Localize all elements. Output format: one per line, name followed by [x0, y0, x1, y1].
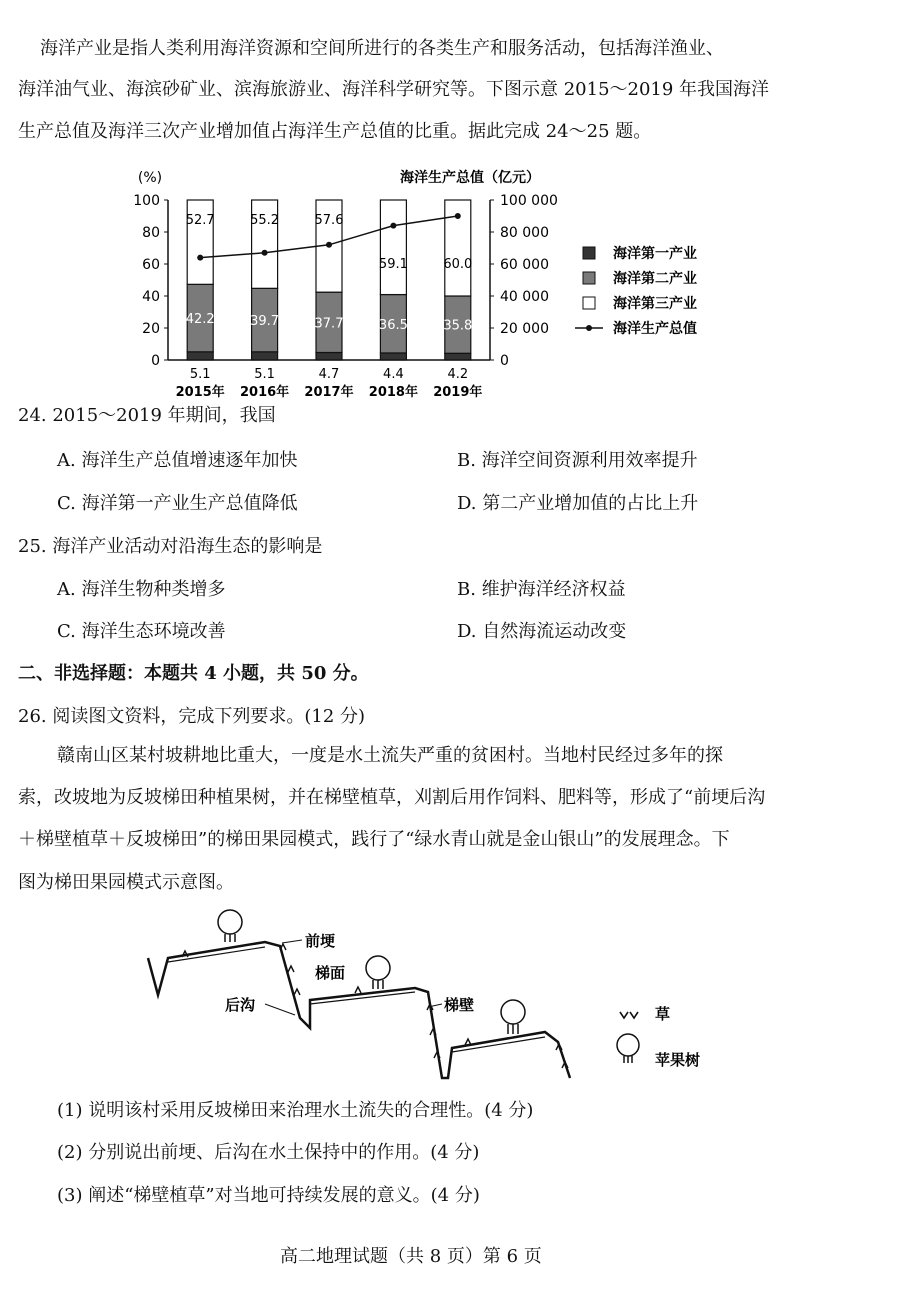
gdp-point — [197, 255, 203, 261]
left-tick-label: 100 — [133, 193, 160, 209]
intro-line-2: 海洋油气业、海滨砂矿业、滨海旅游业、海洋科学研究等。下图示意 2015～2019 年我国海洋 — [18, 79, 770, 100]
bar-segment — [380, 353, 406, 360]
q25-option-c[interactable]: C. 海洋生态环境改善 — [57, 621, 226, 642]
grass-mark — [280, 944, 286, 950]
q26-para-2: 索，改坡地为反坡梯田种植果树，并在梯壁植草，刈割后用作饲料、肥料等，形成了“前埂后沟 — [18, 787, 766, 808]
x-tick-label: 2017年 — [304, 385, 354, 400]
q24-stem: 24. 2015～2019 年期间，我国 — [18, 405, 276, 426]
bar-segment — [445, 353, 471, 360]
q24-option-d[interactable]: D. 第二产业增加值的占比上升 — [457, 493, 699, 514]
right-tick-label: 0 — [500, 353, 509, 369]
q26-para-4: 图为梯田果园模式示意图。 — [18, 872, 234, 893]
apple-tree — [366, 956, 390, 989]
q25-option-d[interactable]: D. 自然海流运动改变 — [457, 621, 627, 642]
intro-line-3: 生产总值及海洋三次产业增加值占海洋生产总值的比重。据此完成 24～25 题。 — [18, 121, 652, 142]
legend-label: 海洋第三产业 — [613, 296, 697, 312]
intro-line-1: 海洋产业是指人类利用海洋资源和空间所进行的各类生产和服务活动，包括海洋渔业、 — [40, 38, 724, 59]
grass-mark — [288, 966, 294, 972]
right-tick-label: 80 000 — [500, 225, 549, 241]
right-tick-label: 40 000 — [500, 289, 549, 305]
q26-sub-1: (1) 说明该村采用反坡梯田来治理水土流失的合理性。(4 分) — [57, 1100, 534, 1121]
right-tick-label: 100 000 — [500, 193, 558, 209]
right-tick-label: 20 000 — [500, 321, 549, 337]
legend-grass-label: 草 — [655, 1005, 671, 1023]
legend-label: 海洋第二产业 — [613, 271, 697, 287]
ocean-industry-chart — [0, 160, 760, 405]
q26-sub-3: (3) 阐述“梯壁植草”对当地可持续发展的意义。(4 分) — [57, 1185, 480, 1206]
legend-label: 海洋第一产业 — [613, 246, 697, 262]
q25-option-b[interactable]: B. 维护海洋经济权益 — [457, 579, 626, 600]
tertiary-data-label: 59.1 — [378, 257, 408, 272]
legend-tree-label: 苹果树 — [655, 1051, 701, 1069]
grass-legend-icon — [620, 1012, 638, 1018]
grass-mark — [355, 987, 361, 993]
secondary-data-label: 36.5 — [378, 317, 408, 333]
bar-segment — [316, 352, 342, 360]
tertiary-data-label: 55.2 — [250, 213, 280, 228]
gdp-point — [455, 213, 461, 219]
legend-swatch — [583, 297, 595, 309]
apple-tree — [501, 1000, 525, 1034]
primary-data-label: 4.2 — [447, 367, 469, 382]
apple-tree — [218, 910, 242, 942]
legend-line-marker — [586, 325, 592, 331]
q24-option-a[interactable]: A. 海洋生产总值增速逐年加快 — [57, 450, 298, 471]
tertiary-data-label: 57.6 — [314, 213, 344, 228]
q26-para-3: ＋梯壁植草＋反坡梯田”的梯田果园模式，践行了“绿水青山就是金山银山”的发展理念。下 — [18, 829, 730, 850]
x-tick-label: 2016年 — [240, 385, 290, 400]
left-tick-label: 40 — [142, 289, 160, 305]
legend-label: 海洋生产总值 — [613, 321, 697, 337]
gdp-point — [262, 250, 268, 256]
x-tick-label: 2018年 — [368, 385, 418, 400]
secondary-data-label: 42.2 — [185, 312, 215, 328]
bar-segment — [187, 352, 213, 360]
right-tick-label: 60 000 — [500, 257, 549, 273]
gdp-point — [326, 242, 332, 248]
q24-option-b[interactable]: B. 海洋空间资源利用效率提升 — [457, 450, 698, 471]
left-axis-unit: (%) — [137, 170, 163, 186]
right-axis-title: 海洋生产总值（亿元） — [400, 170, 540, 186]
legend-swatch — [583, 272, 595, 284]
apple-tree-legend-icon — [617, 1034, 639, 1063]
section-2-heading: 二、非选择题：本题共 4 小题，共 50 分。 — [18, 663, 369, 684]
legend-swatch — [583, 247, 595, 259]
q26-para-1: 赣南山区某村坡耕地比重大，一度是水土流失严重的贫困村。当地村民经过多年的探 — [57, 745, 723, 766]
terrace-orchard-diagram — [130, 900, 770, 1095]
tertiary-data-label: 52.7 — [185, 213, 215, 228]
secondary-data-label: 39.7 — [250, 314, 280, 330]
q26-stem: 26. 阅读图文资料，完成下列要求。(12 分) — [18, 706, 366, 727]
label-timian: 梯面 — [315, 964, 346, 982]
left-tick-label: 60 — [142, 257, 160, 273]
gdp-point — [390, 223, 396, 229]
q24-option-c[interactable]: C. 海洋第一产业生产总值降低 — [57, 493, 298, 514]
primary-data-label: 4.4 — [383, 367, 404, 382]
primary-data-label: 4.7 — [318, 367, 340, 382]
x-tick-label: 2019年 — [433, 385, 483, 400]
label-tibi: 梯壁 — [444, 996, 475, 1014]
q25-option-a[interactable]: A. 海洋生物种类增多 — [57, 579, 226, 600]
q25-stem: 25. 海洋产业活动对沿海生态的影响是 — [18, 536, 323, 557]
q26-sub-2: (2) 分别说出前埂、后沟在水土保持中的作用。(4 分) — [57, 1142, 480, 1163]
primary-data-label: 5.1 — [189, 367, 211, 382]
x-tick-label: 2015年 — [175, 385, 225, 400]
left-tick-label: 20 — [142, 321, 160, 337]
left-tick-label: 80 — [142, 225, 160, 241]
left-tick-label: 0 — [151, 353, 160, 369]
tertiary-data-label: 60.0 — [443, 257, 473, 272]
secondary-data-label: 35.8 — [443, 318, 473, 334]
bar-segment — [252, 352, 278, 360]
bar-segment — [380, 200, 406, 295]
grass-mark — [294, 989, 300, 995]
primary-data-label: 5.1 — [254, 367, 275, 382]
label-hougou: 后沟 — [225, 996, 256, 1014]
secondary-data-label: 37.7 — [314, 316, 344, 332]
label-qiangeng: 前埂 — [305, 932, 336, 950]
page-footer: 高二地理试题（共 8 页）第 6 页 — [280, 1246, 542, 1267]
